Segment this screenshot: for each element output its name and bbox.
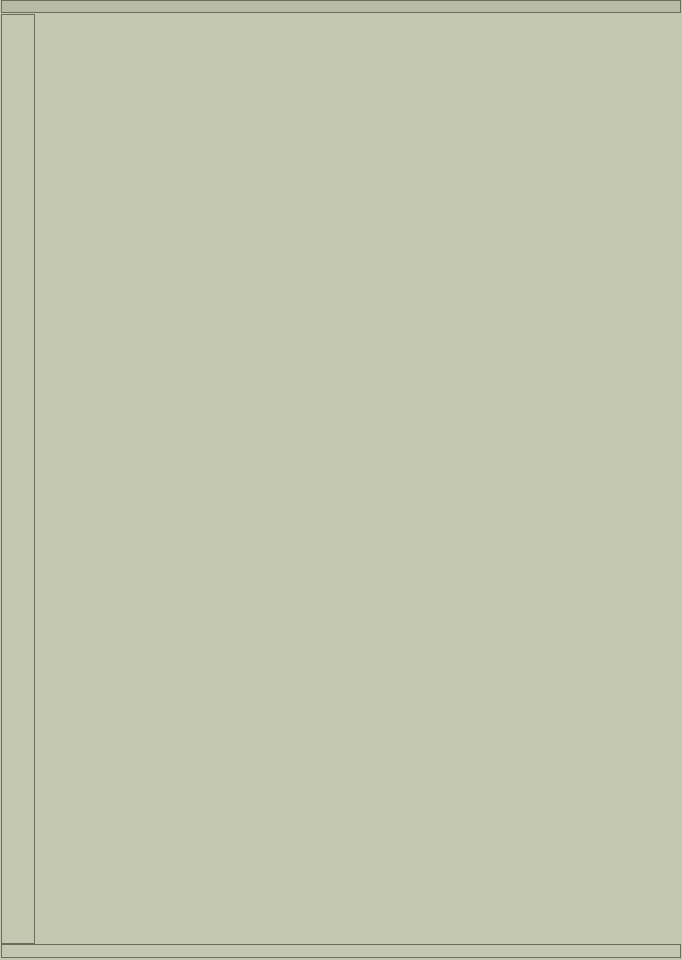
subject-cell [1,14,35,944]
footer-note [1,944,681,958]
pedigree-title [1,0,681,13]
